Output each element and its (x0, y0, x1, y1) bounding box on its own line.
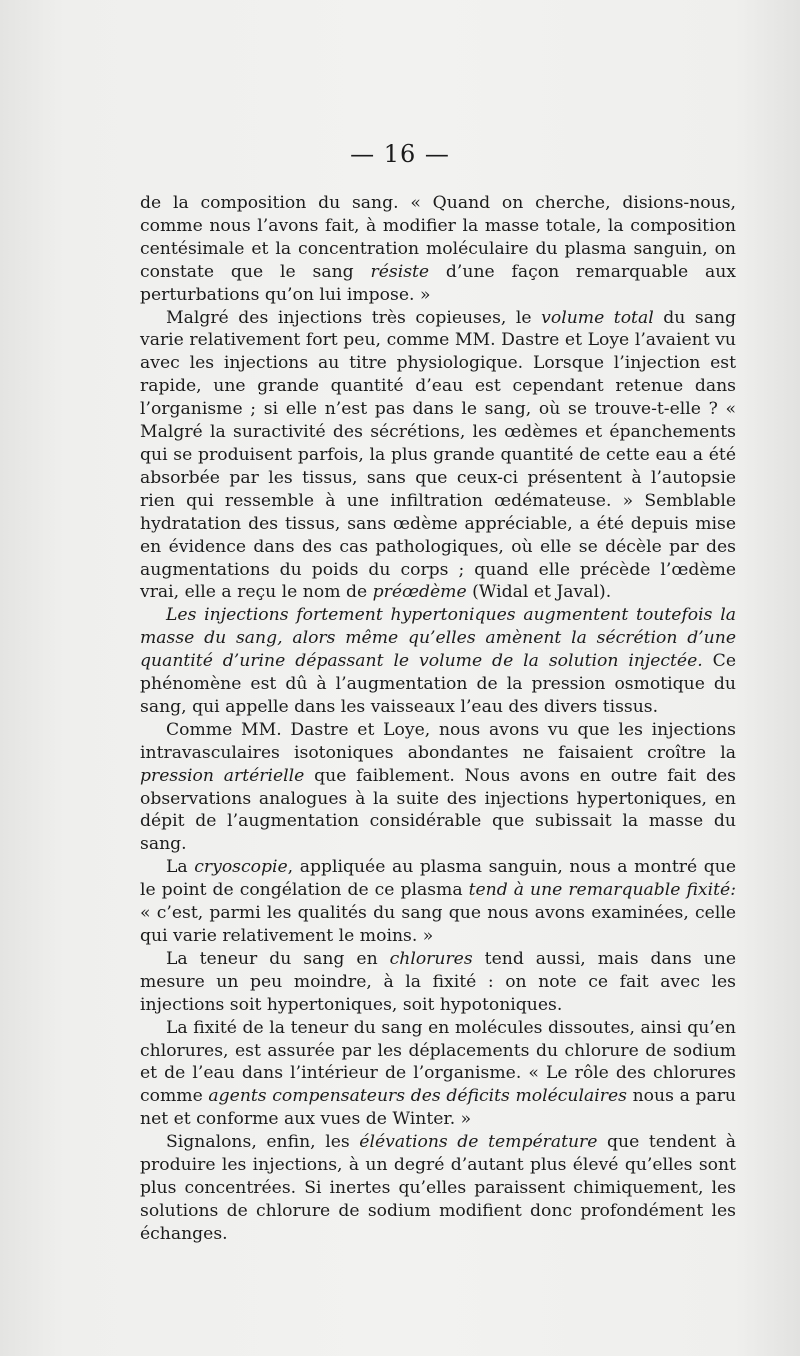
italic-text: préœdème (372, 582, 467, 603)
italic-text: cryoscopie (194, 857, 288, 878)
italic-text: agents compensateurs des déficits moléculaires (208, 1086, 627, 1107)
italic-text: Les injections fortement hypertoniques augmentent toutefois la masse du sang, alors même qu’elles amènent la sécrétion d’une quantité d’urine dépassant le volume de la solution injectée. (140, 605, 736, 672)
text-run: La fixité de la teneur du sang en molécules dissoutes, ainsi qu’en chlorures, est assurée par les déplacements du chlorure de sodium et de l’eau dans l’intérieur de l’organisme. « Le rôle des chlorures comme (140, 1017, 736, 1107)
text-run: La teneur du sang en (166, 948, 390, 969)
text-run: Comme MM. Dastre et Loye, nous avons vu que les injections intravasculaires isotoniques abondantes ne faisaient croître la (140, 719, 736, 763)
text-run: La (166, 857, 195, 878)
text-run: Malgré des injections très copieuses, le (166, 307, 542, 328)
paragraph (140, 948, 736, 1017)
paragraph (140, 192, 736, 307)
italic-text: chlorures (389, 948, 473, 969)
paragraph (140, 856, 736, 948)
text-run: d’une façon remarquable aux perturbations qu’on lui impose. » (140, 261, 736, 305)
text-run: du sang varie relativement fort peu, comme MM. Dastre et Loye l’avaient vu avec les injections au titre physiologique. Lorsque l’injection est rapide, une grande quantité d’eau est cependant retenue dans l’organisme ; si elle n’est pas dans le sang, où se trouve-t-elle ? « Malgré la suractivité des sécrétions, les œdèmes et épanchements qui se produisent parfois, la plus grande quantité de cette eau a été absorbée par les tissus, sans que ceux-ci présentent à l’autopsie rien qui ressemble à une infiltration œdémateuse. » Semblable hydratation des tissus, sans œdème appréciable, a été depuis mise en évidence dans des cas pathologiques, où elle se décèle par des augmentations du poids du corps ; quand elle précède l’œdème vrai, elle a reçu le nom de (140, 307, 737, 603)
text-run: Signalons, enfin, les (166, 1132, 360, 1153)
body-text (140, 192, 736, 1246)
paragraph (140, 719, 736, 856)
text-run: que faiblement. Nous avons en outre fait des observations analogues à la suite des injections hypertoniques, en dépit de l’augmentation considérable que subissait la masse du sang. (140, 765, 736, 855)
text-run: tend aussi, mais dans une mesure un peu moindre, à la fixité : on note ce fait avec les injections soit hypertoniques, soit hypotoniques. (140, 948, 736, 1015)
text-run: que tendent à produire les injections, à un degré d’autant plus élevé qu’elles sont plus concentrées. Si inertes qu’elles paraissent chimiquement, les solutions de chlorure de sodium modifient donc profondément les échanges. (140, 1132, 737, 1244)
text-run: Ce phénomène est dû à l’augmentation de la pression osmotique du sang, qui appelle dans les vaisseaux l’eau des divers tissus. (140, 651, 736, 717)
page-number: — 16 — (350, 140, 450, 168)
text-run: « c’est, parmi les qualités du sang que nous avons examinées, celle qui varie relativement le moins. » (140, 903, 736, 946)
paragraph (140, 1131, 736, 1246)
italic-text: élévations de température (359, 1132, 598, 1153)
italic-text: tend à une remarquable fixité: (468, 880, 736, 901)
text-run: nous a paru net et conforme aux vues de Winter. » (140, 1086, 737, 1130)
italic-text: pression artérielle (140, 765, 305, 786)
text-run: de la composition du sang. « Quand on cherche, disions-nous, comme nous l’avons fait, à modifier la masse totale, la composition centésimale et la concentration moléculaire du plasma sanguin, on constate que le sang (140, 193, 736, 282)
paragraph (140, 1017, 736, 1132)
italic-text: résiste (370, 261, 430, 282)
paragraph (140, 604, 736, 719)
text-run: , appliquée au plasma sanguin, nous a montré que le point de congélation de ce plasma (140, 857, 737, 901)
paragraph (140, 307, 736, 605)
italic-text: volume total (541, 307, 654, 328)
text-run: (Widal et Javal). (466, 582, 612, 603)
